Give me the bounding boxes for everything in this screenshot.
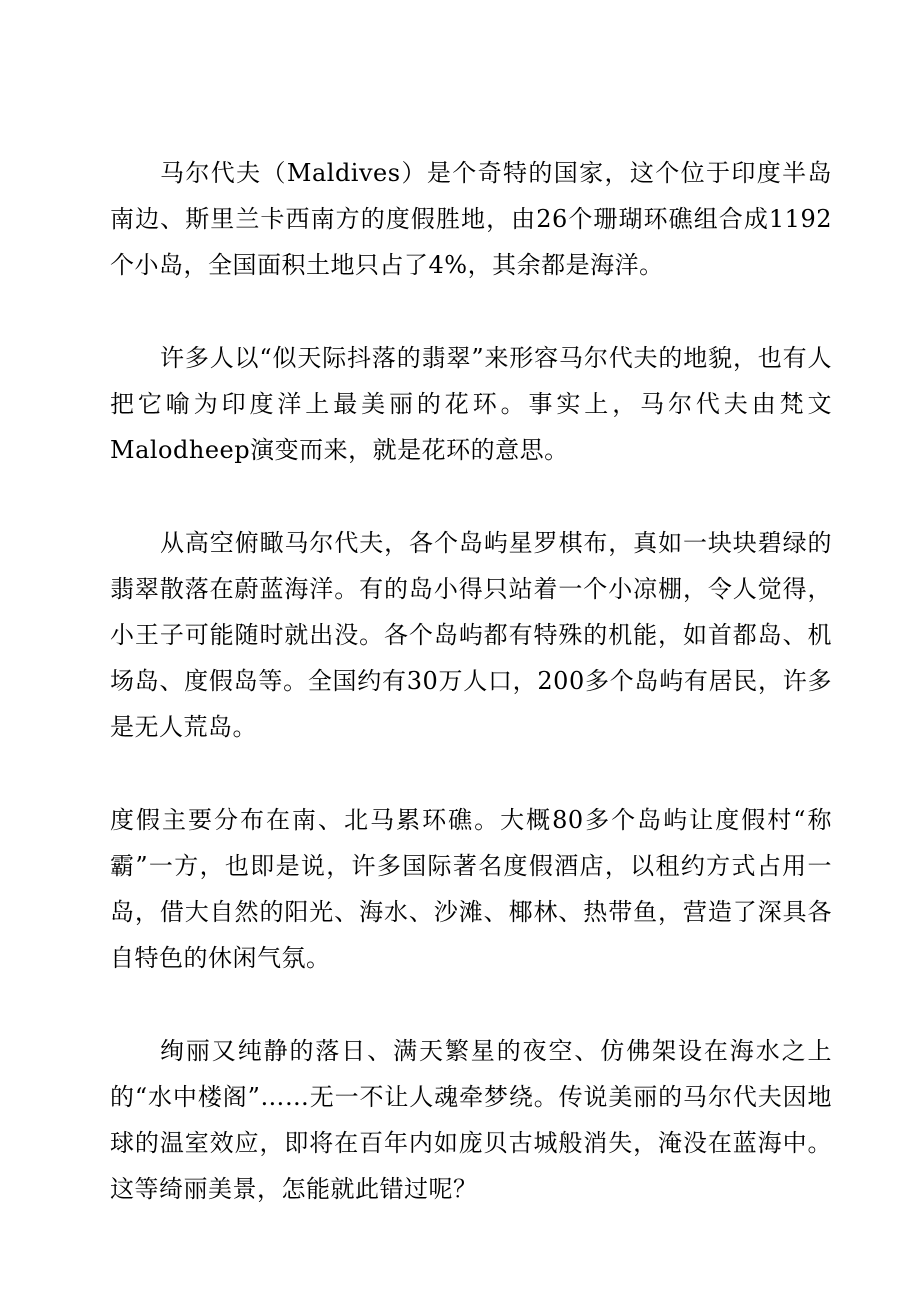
paragraph-gap xyxy=(110,288,832,335)
paragraph-closing: 绚丽又纯静的落日、满天繁星的夜空、仿佛架设在海水之上的“水中楼阁”……无一不让人魂牵梦绕。传说美丽的马尔代夫因地球的温室效应，即将在百年内如庞贝古城般消失，淹没在蓝海中。这等绮丽美景，怎能就此错过呢？ xyxy=(110,1037,832,1203)
paragraph-resorts: 度假主要分布在南、北马累环礁。大概80多个岛屿让度假村“称霸”一方，也即是说，许多国际著名度假酒店，以租约方式占用一岛，借大自然的阳光、海水、沙滩、椰林、热带鱼，营造了深具各自特色的休闲气氛。 xyxy=(110,806,832,972)
paragraph-intro: 马尔代夫（Maldives）是个奇特的国家，这个位于印度半岛南边、斯里兰卡西南方的度假胜地，由26个珊瑚环礁组合成1192个小岛，全国面积土地只占了4%，其余都是海洋。 xyxy=(110,159,832,279)
paragraph-gap xyxy=(110,981,832,1028)
paragraph-gap xyxy=(110,750,832,797)
paragraph-aerial-view: 从高空俯瞰马尔代夫，各个岛屿星罗棋布，真如一块块碧绿的翡翠散落在蔚蓝海洋。有的岛小得只站着一个小凉棚，令人觉得，小王子可能随时就出没。各个岛屿都有特殊的机能，如首都岛、机场岛、度假岛等。全国约有30万人口，200多个岛屿有居民，许多是无人荒岛。 xyxy=(110,529,832,741)
paragraph-gap xyxy=(110,473,832,520)
paragraph-name-origin: 许多人以“似天际抖落的翡翠”来形容马尔代夫的地貌，也有人把它喻为印度洋上最美丽的花环。事实上，马尔代夫由梵文Malodheep演变而来，就是花环的意思。 xyxy=(110,344,832,464)
document-body xyxy=(110,150,832,1212)
